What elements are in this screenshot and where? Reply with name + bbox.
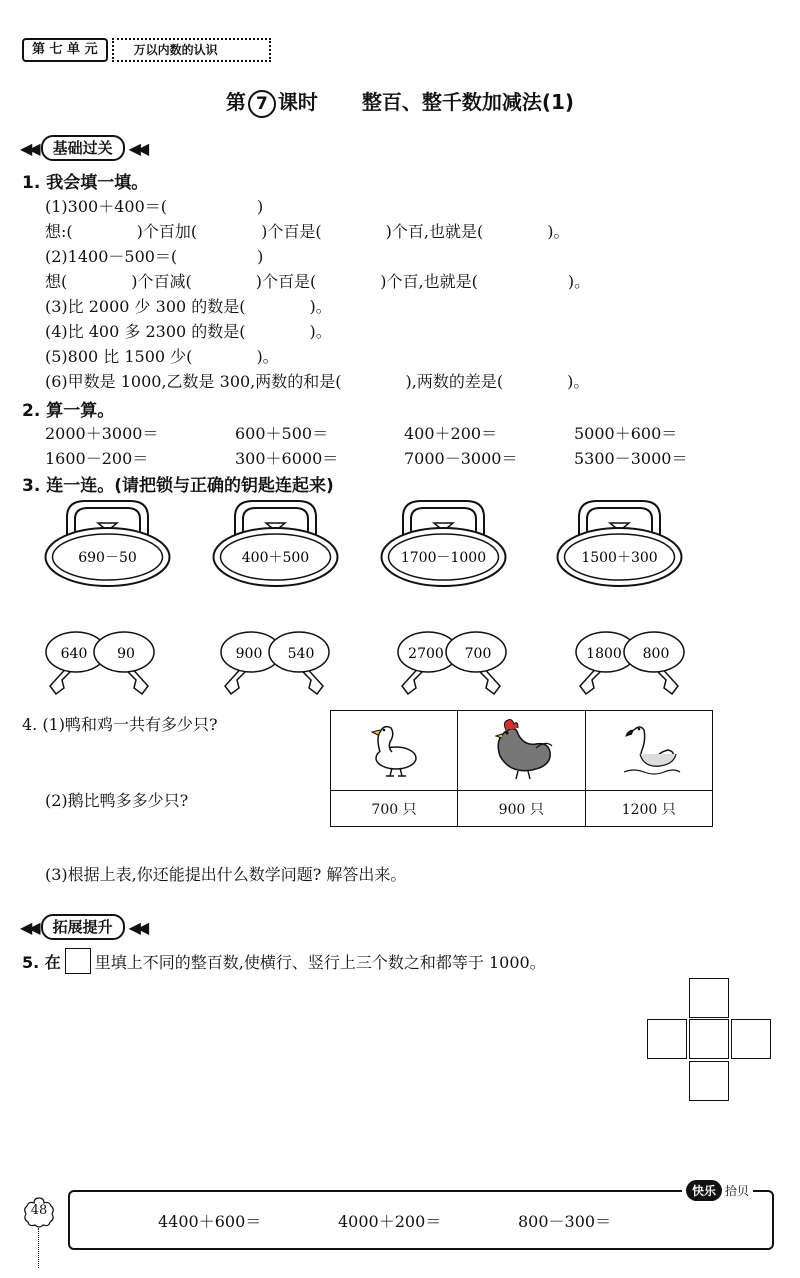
q1-line1 [45,194,263,217]
q2-row2-col4: 5300－3000＝ [574,449,688,468]
q1-l2d: )个百,也就是( [385,222,484,241]
key-label-left: 900 [235,646,263,662]
q1-line8 [45,369,589,392]
lesson-topic: 整百、整千数加减法(1) [361,90,575,114]
footer-exercise-3: 800－300＝ [518,1212,612,1231]
lesson-title [0,86,800,118]
key-label-left: 640 [60,646,88,662]
key-icon [215,628,335,698]
q1-l5b: )。 [309,297,332,316]
lock-icon [208,495,343,590]
lock-icon [376,495,511,590]
duck-cell [331,711,458,791]
footer-exercise-2: 4000＋200＝ [338,1212,442,1231]
chicken-icon [486,716,556,782]
key-label-right: 90 [117,646,135,662]
lock[interactable] [40,495,175,590]
q4-part1 [22,712,218,735]
goose-icon [614,716,684,782]
q1-line5 [45,294,332,317]
q1-l3-close: ) [257,247,264,266]
lesson-suffix: 课时 [277,90,318,114]
key-pair[interactable] [40,628,160,698]
q1-title: 1. 我会填一填。 [22,173,149,193]
q2-title: 2. 算一算。 [22,401,115,421]
key-pair[interactable] [570,628,690,698]
chevron-left-icon: ◀◀ [20,138,37,158]
q2-row1-col1: 2000＋3000＝ [45,424,159,443]
empty-box-icon [65,948,91,974]
animal-table [330,710,713,827]
lock-icon [552,495,687,590]
q2-row1-col3: 400＋200＝ [404,424,498,443]
chevron-left-icon: ◀◀ [128,917,146,937]
unit-name-label: 万以内数的认识 [112,38,271,62]
q1-l8b: ),两数的差是( [405,372,504,391]
q1-l1-text: (1)300＋400＝( [45,197,167,216]
q5-suffix: 里填上不同的整百数,使横行、竖行上三个数之和都等于 1000。 [94,952,546,972]
q1-line6 [45,319,332,342]
footer-badge-label: 快乐 [686,1180,722,1201]
lock-label: 400＋500 [241,550,310,566]
key-icon [570,628,690,698]
q2-row1-col2: 600＋500＝ [235,424,329,443]
key-pair[interactable] [392,628,512,698]
key-label-right: 700 [464,646,492,662]
chicken-count: 900 只 [458,791,585,827]
goose-count: 1200 只 [585,791,713,827]
section-basic-label: 基础过关 [41,135,125,161]
q1-l2b: )个百加( [136,222,198,241]
grid-cell-bottom[interactable] [689,1061,729,1101]
page-number-badge [22,1195,56,1229]
q1-l4d: )个百,也就是( [380,272,478,291]
chevron-left-icon: ◀◀ [128,138,146,158]
q1-l6a: (4)比 400 多 2300 的数是( [45,322,246,341]
key-label-right: 540 [287,646,315,662]
grid-cell-top[interactable] [689,978,729,1018]
unit-label: 第 七 单 元 [22,38,108,62]
grid-cell-left[interactable] [647,1019,687,1059]
q2-row1-col4: 5000＋600＝ [574,424,678,443]
q1-l4e: )。 [567,272,591,291]
q1-line3 [45,244,263,267]
q1-l2c: )个百是( [261,222,322,241]
q2-row2-col1: 1600－200＝ [45,449,149,468]
page-number: 48 [30,1203,48,1218]
lock-label: 1700－1000 [400,550,487,566]
footer-badge [682,1180,753,1201]
q1-l3-text: (2)1400－500＝( [45,247,178,266]
key-icon [392,628,512,698]
lock-label: 1500＋300 [581,550,658,566]
q1-l4b: )个百减( [131,272,192,291]
q1-l4a: 想( [45,272,68,291]
q1-l7b: )。 [256,347,279,366]
key-label-left: 1800 [586,646,622,662]
q4-part3: (3)根据上表,你还能提出什么数学问题? 解答出来。 [45,865,407,884]
footer-exercise-1: 4400＋600＝ [158,1212,262,1231]
lesson-prefix: 第 [225,90,246,114]
section-advanced-banner [20,914,145,940]
q1-l2e: )。 [547,222,570,241]
duck-count: 700 只 [331,791,458,827]
key-label-right: 800 [642,646,670,662]
duck-icon [364,718,424,780]
section-advanced-label: 拓展提升 [41,914,125,940]
q1-l1-close: ) [257,197,264,216]
key-pair[interactable] [215,628,335,698]
unit-header [22,38,271,62]
q3-title: 3. 连一连。(请把锁与正确的钥匙连起来) [22,476,334,496]
q2-row2-col2: 300＋6000＝ [235,449,339,468]
q1-l5a: (3)比 2000 少 300 的数是( [45,297,246,316]
q1-l6b: )。 [309,322,332,341]
footer-badge-label2: 拾贝 [725,1184,750,1198]
q2-row2-col3: 7000－3000＝ [404,449,518,468]
chevron-left-icon: ◀◀ [20,917,37,937]
q4-part2: (2)鹅比鸭多多少只? [45,791,189,810]
q5-prefix: 5. 在 [22,952,61,972]
q1-l8a: (6)甲数是 1000,乙数是 300,两数的和是( [45,372,342,391]
q1-line4 [45,269,590,292]
lock-icon [40,495,175,590]
q5-text [22,948,546,974]
q1-l7a: (5)800 比 1500 少( [45,347,193,366]
q1-l8c: )。 [567,372,590,391]
q1-line2 [45,219,569,242]
q1-l2a: 想:( [45,222,73,241]
lock[interactable] [376,495,511,590]
lock[interactable] [208,495,343,590]
lock[interactable] [552,495,687,590]
dotted-line [38,1228,40,1268]
q4-part1-text: 4. (1)鸭和鸡一共有多少只? [22,715,218,734]
q1-l4c: )个百是( [255,272,317,291]
key-label-left: 2700 [408,646,444,662]
q1-line7 [45,344,279,367]
grid-cell-center[interactable] [689,1019,729,1059]
key-icon [40,628,160,698]
grid-cell-right[interactable] [731,1019,771,1059]
goose-cell [585,711,713,791]
section-basic-banner [20,135,145,161]
lesson-number: 7 [248,90,276,118]
lock-label: 690－50 [78,550,137,566]
chicken-cell [458,711,585,791]
